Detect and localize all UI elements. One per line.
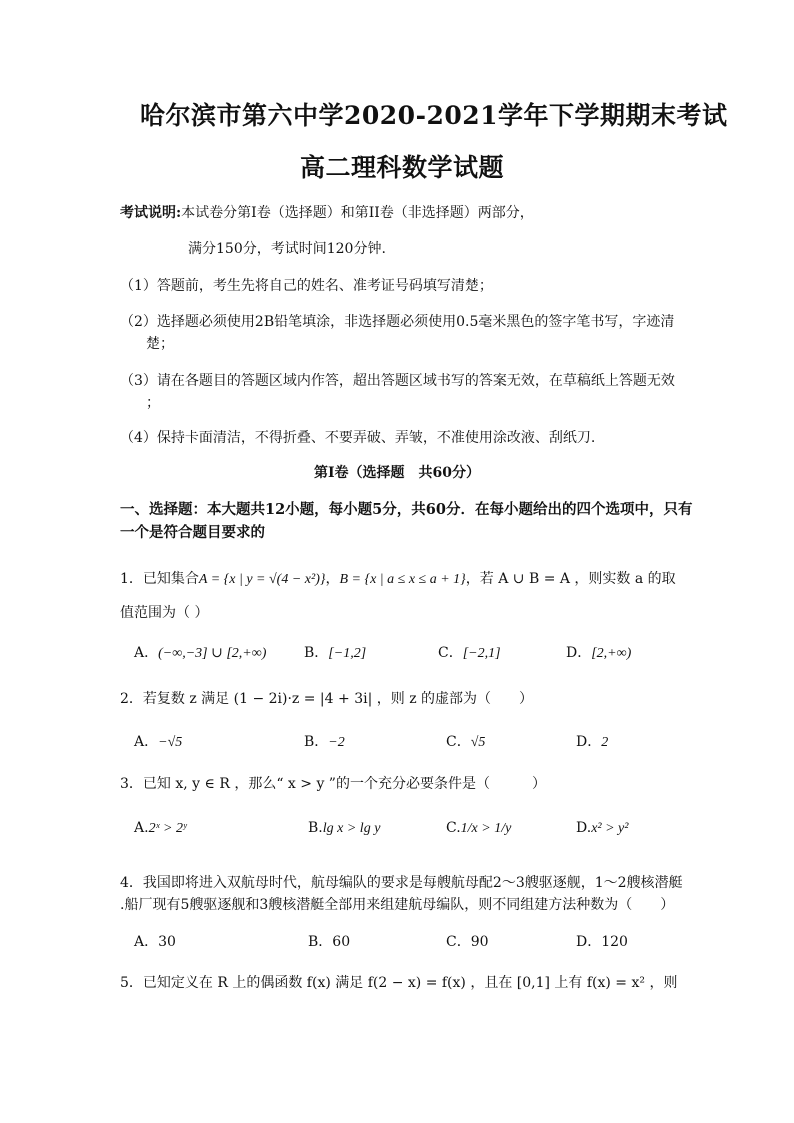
question-4: 4．我国即将进入双航母时代，航母编队的要求是每艘航母配2～3艘驱逐舰，1～2艘核潜艇 <box>120 875 683 891</box>
instructions-line2: 满分150分，考试时间120分钟. <box>188 241 386 257</box>
section-heading-cont: 一个是符合题目要求的 <box>120 524 265 541</box>
set-a-expression: A = {x | y = √(4 − x²)} <box>198 572 326 587</box>
q3-option-d[interactable]: D.x² > y² <box>576 820 629 836</box>
q1-option-b[interactable]: B．[−1,2] <box>304 645 367 661</box>
section-title: 第Ⅰ卷（选择题 共60分） <box>314 465 481 481</box>
q1-option-a[interactable]: A．(−∞,−3] ∪ [2,+∞) <box>134 645 267 661</box>
instruction-item-2: （2）选择题必须使用2B铅笔填涂，非选择题必须使用0.5毫米黑色的签字笔书写，字迹清 <box>120 314 675 330</box>
q4-option-c[interactable]: C．90 <box>446 934 489 950</box>
exam-title: 哈尔滨市第六中学2020-2021学年下学期期末考试 <box>140 101 728 130</box>
set-b-expression: B = {x | a ≤ x ≤ a + 1} <box>339 572 466 587</box>
q3-option-b[interactable]: B.lg x > lg y <box>308 820 381 836</box>
question-3: 3．已知 x, y ∈ R ，那么“ x > y ”的一个充分必要条件是（ ） <box>120 776 546 792</box>
instructions-line1: 考试说明:本试卷分第I卷（选择题）和第II卷（非选择题）两部分， <box>120 205 534 221</box>
q1-option-d[interactable]: D．[2,+∞) <box>566 645 632 661</box>
section-heading: 一、选择题：本大题共12小题，每小题5分，共60分．在每小题给出的四个选项中，只有 <box>120 501 693 518</box>
q2-option-d[interactable]: D．2 <box>576 734 609 750</box>
q1-option-c[interactable]: C．[−2,1] <box>438 645 501 661</box>
q3-option-a[interactable]: A.2ˣ > 2ʸ <box>134 820 187 836</box>
instruction-item-2-cont: 楚； <box>146 336 174 352</box>
question-1-cont: 值范围为（ ） <box>120 605 209 621</box>
instructions-label: 考试说明: <box>120 205 182 221</box>
q4-option-b[interactable]: B．60 <box>308 934 351 950</box>
question-5: 5．已知定义在 R 上的偶函数 f(x) 满足 f(2 − x) = f(x) ，且在 [0,1] 上有 f(x) = x² ，则 <box>120 975 678 991</box>
q4-option-a[interactable]: A．30 <box>134 934 176 950</box>
exam-subtitle: 高二理科数学试题 <box>300 153 505 182</box>
q2-option-b[interactable]: B．−2 <box>304 734 345 750</box>
q4-option-d[interactable]: D．120 <box>576 934 628 950</box>
question-4-cont: .船厂现有5艘驱逐舰和3艘核潜艇全部用来组建航母编队，则不同组建方法种数为（ ） <box>120 897 675 913</box>
instruction-item-4: （4）保持卡面清洁，不得折叠、不要弄破、弄皱，不准使用涂改液、刮纸刀. <box>120 430 596 446</box>
instruction-item-1: （1）答题前，考生先将自己的姓名、准考证号码填写清楚； <box>120 278 493 294</box>
q2-option-c[interactable]: C．√5 <box>446 734 486 750</box>
instruction-item-3-cont: ； <box>146 395 160 411</box>
q3-option-c[interactable]: C.1/x > 1/y <box>446 820 512 836</box>
question-1: 1．已知集合A = {x | y = √(4 − x²)}，B = {x | a ≤ x ≤ a + 1}，若 A ∪ B = A ，则实数 a 的取 <box>120 571 676 587</box>
question-2: 2．若复数 z 满足 (1 − 2i)·z = |4 + 3i| ，则 z 的虚部为（ ） <box>120 691 534 707</box>
instruction-item-3: （3）请在各题目的答题区域内作答，超出答题区域书写的答案无效，在草稿纸上答题无效 <box>120 373 675 389</box>
q2-option-a[interactable]: A．−√5 <box>134 734 183 750</box>
